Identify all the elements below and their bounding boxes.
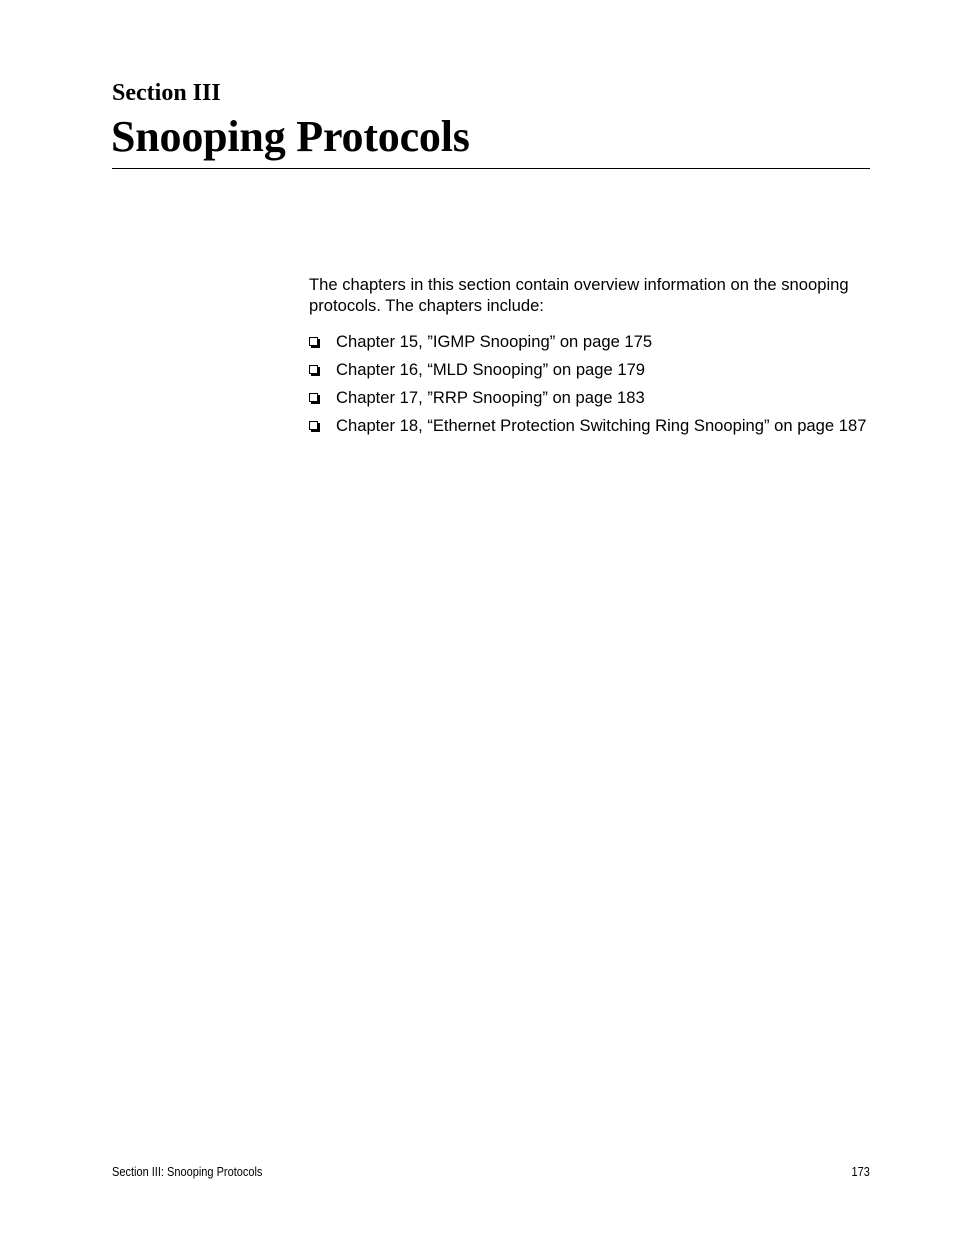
chapter-link-16[interactable]: Chapter 16, “MLD Snooping” on page 179 xyxy=(336,360,646,379)
list-item xyxy=(309,387,879,408)
chapter-link-17[interactable]: Chapter 17, ”RRP Snooping” on page 183 xyxy=(336,388,645,407)
footer-section-title: Section III: Snooping Protocols xyxy=(112,1165,263,1179)
square-bullet-icon xyxy=(309,365,318,374)
chapter-link-15[interactable]: Chapter 15, ”IGMP Snooping” on page 175 xyxy=(336,332,653,351)
section-body xyxy=(309,274,879,443)
list-item xyxy=(309,331,879,352)
square-bullet-icon xyxy=(309,337,318,346)
title-divider xyxy=(112,168,870,169)
section-label: Section III xyxy=(112,80,221,106)
footer-page-number: 173 xyxy=(851,1165,870,1179)
chapter-link-18[interactable]: Chapter 18, “Ethernet Protection Switching Ring Snooping” on page 187 xyxy=(336,416,867,435)
page-title: Snooping Protocols xyxy=(111,112,470,161)
intro-paragraph: The chapters in this section contain overview information on the snooping protocols. The chapters include: xyxy=(309,275,849,315)
list-item xyxy=(309,415,879,436)
list-item xyxy=(309,359,879,380)
square-bullet-icon xyxy=(309,421,318,430)
square-bullet-icon xyxy=(309,393,318,402)
chapter-list xyxy=(309,331,879,436)
